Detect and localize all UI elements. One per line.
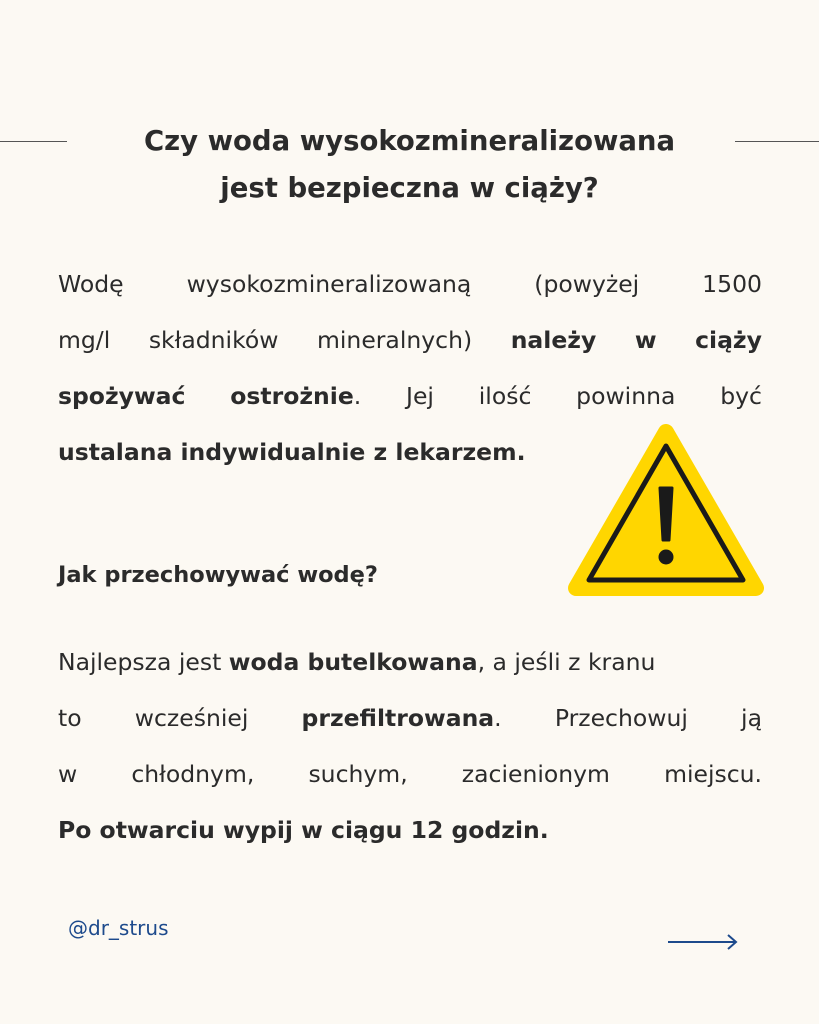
arrow-right-icon[interactable] bbox=[668, 932, 740, 952]
word: mg/l bbox=[58, 326, 111, 354]
paragraph-line bbox=[58, 368, 762, 424]
warning-triangle-icon bbox=[568, 424, 764, 600]
punctuation: . bbox=[494, 704, 502, 732]
title-divider-left bbox=[0, 141, 67, 142]
paragraph-line bbox=[58, 690, 762, 746]
page-title bbox=[80, 118, 739, 212]
emphasis-word: należy bbox=[510, 326, 597, 354]
word: Przechowuj bbox=[554, 704, 688, 732]
word: miejscu. bbox=[664, 760, 762, 788]
word: mineralnych) bbox=[317, 326, 473, 354]
word: (powyżej bbox=[534, 270, 640, 298]
author-handle: @dr_strus bbox=[68, 916, 169, 940]
word: ilość bbox=[478, 382, 532, 410]
word: wcześniej bbox=[134, 704, 249, 732]
word: być bbox=[720, 382, 762, 410]
word: Wodę bbox=[58, 270, 124, 298]
paragraph-line bbox=[58, 312, 762, 368]
word: 1500 bbox=[702, 270, 762, 298]
emphasis-word: spożywać bbox=[58, 382, 186, 410]
paragraph-line bbox=[58, 634, 762, 690]
word-group bbox=[230, 368, 361, 424]
word-group bbox=[302, 690, 502, 746]
paragraph-line bbox=[58, 256, 762, 312]
emphasis-word: ciąży bbox=[695, 326, 762, 354]
title-line-2: jest bezpieczna w ciąży? bbox=[220, 172, 599, 204]
word: powinna bbox=[576, 382, 676, 410]
title-line-1: Czy woda wysokozmineralizowana bbox=[143, 125, 676, 157]
storage-paragraph bbox=[58, 634, 762, 858]
emphasis-word: przefiltrowana bbox=[301, 704, 495, 732]
paragraph-line bbox=[58, 746, 762, 802]
word: to bbox=[58, 704, 82, 732]
word: wysokozmineralizowaną bbox=[186, 270, 472, 298]
emphasis-text: Po otwarciu wypij w ciągu 12 godzin. bbox=[58, 816, 549, 844]
word: Jej bbox=[406, 382, 434, 410]
word: zacienionym bbox=[461, 760, 610, 788]
word: w bbox=[58, 760, 78, 788]
emphasis-word: w bbox=[634, 326, 657, 354]
punctuation: . bbox=[353, 382, 362, 410]
paragraph-line bbox=[58, 802, 762, 858]
title-divider-right bbox=[735, 141, 819, 142]
word: chłodnym, bbox=[131, 760, 255, 788]
emphasis-text: woda butelkowana bbox=[228, 648, 478, 676]
text: Najlepsza jest bbox=[58, 648, 229, 676]
storage-heading: Jak przechowywać wodę? bbox=[58, 562, 378, 588]
text: , a jeśli z kranu bbox=[477, 648, 656, 676]
emphasis-word: ostrożnie bbox=[230, 382, 354, 410]
word: składników bbox=[148, 326, 279, 354]
sentence-segment bbox=[58, 634, 655, 690]
word: ją bbox=[741, 704, 762, 732]
word: suchym, bbox=[308, 760, 408, 788]
emphasis-text: ustalana indywidualnie z lekarzem. bbox=[58, 438, 526, 466]
